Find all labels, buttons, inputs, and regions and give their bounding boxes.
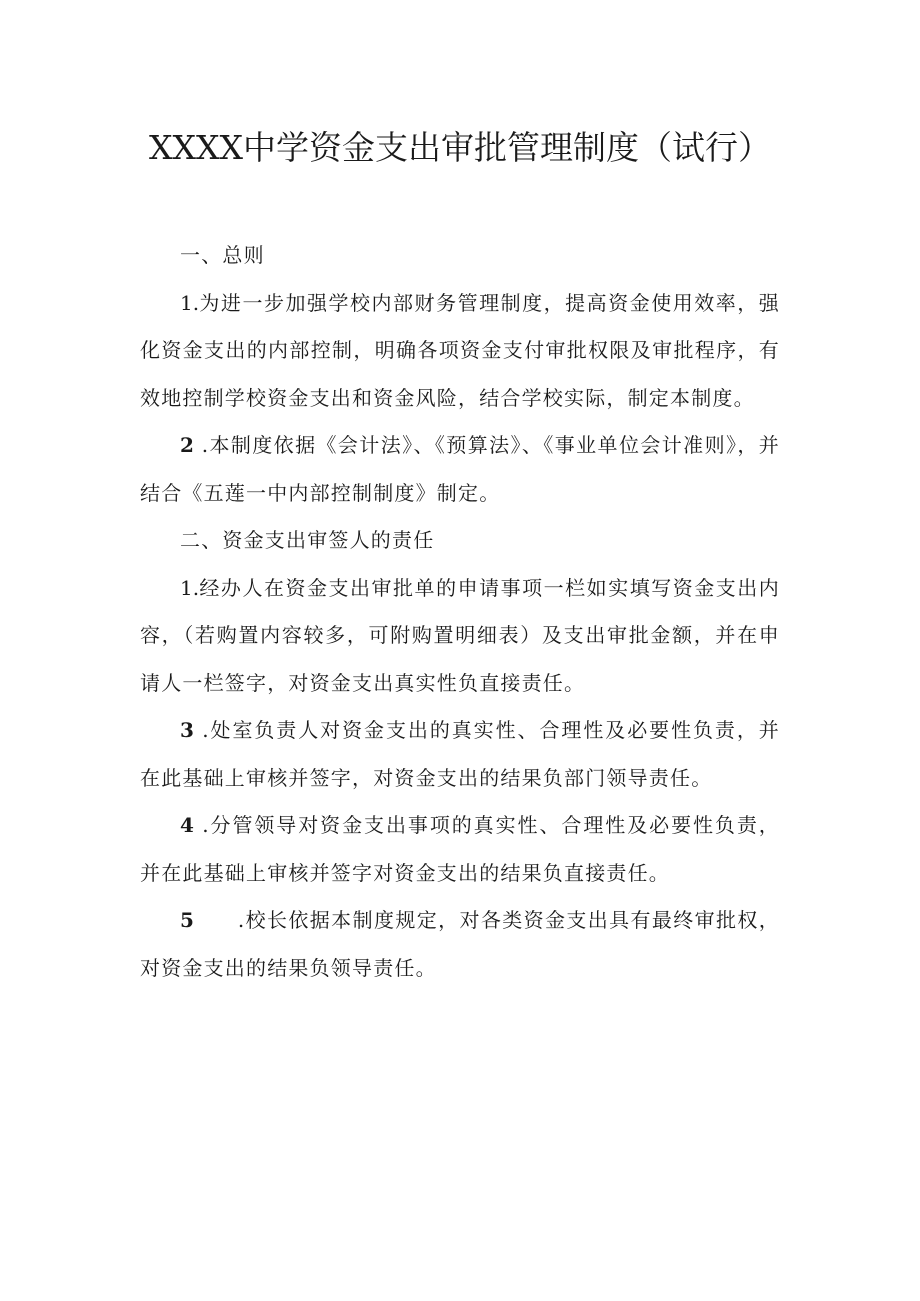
- responsibility-item-4: [140, 802, 780, 897]
- item-number: 3: [180, 718, 194, 742]
- item-number: 4: [180, 813, 194, 837]
- item-text: .处室负责人对资金支出的真实性、合理性及必要性负责，并在此基础上审核并签字，对资金支出的结果负部门领导责任。: [140, 718, 780, 790]
- responsibility-item-1: [140, 565, 780, 708]
- item-number: 5: [180, 908, 194, 932]
- responsibility-item-5: [140, 897, 780, 992]
- document-title: XXXX中学资金支出审批管理制度（试行）: [149, 128, 771, 167]
- section-heading-general: 一、总则: [180, 243, 265, 267]
- item-number: 1.: [180, 575, 200, 600]
- item-text: .本制度依据《会计法》、《预算法》、《事业单位会计准则》，并结合《五莲一中内部控制制度》制定。: [140, 433, 780, 505]
- section-heading-responsibility: 二、资金支出审签人的责任: [180, 528, 435, 552]
- item-text: .分管领导对资金支出事项的真实性、合理性及必要性负责，并在此基础上审核并签字对资金支出的结果负直接责任。: [140, 813, 780, 885]
- item-text: 为进一步加强学校内部财务管理制度，提高资金使用效率，强化资金支出的内部控制，明确各项资金支付审批权限及审批程序，有效地控制学校资金支出和资金风险，结合学校实际，制定本制度。: [140, 290, 780, 410]
- item-text: 经办人在资金支出审批单的申请事项一栏如实填写资金支出内容，（若购置内容较多，可附购置明细表）及支出审批金额，并在申请人一栏签字，对资金支出真实性负直接责任。: [140, 575, 780, 695]
- item-text: .校长依据本制度规定，对各类资金支出具有最终审批权，对资金支出的结果负领导责任。: [140, 908, 780, 980]
- responsibility-item-3: [140, 707, 780, 802]
- item-number: 2: [180, 433, 194, 457]
- general-item-2: [140, 422, 780, 517]
- general-item-1: [140, 280, 780, 423]
- item-number: 1.: [180, 290, 200, 315]
- document-body: [140, 232, 780, 992]
